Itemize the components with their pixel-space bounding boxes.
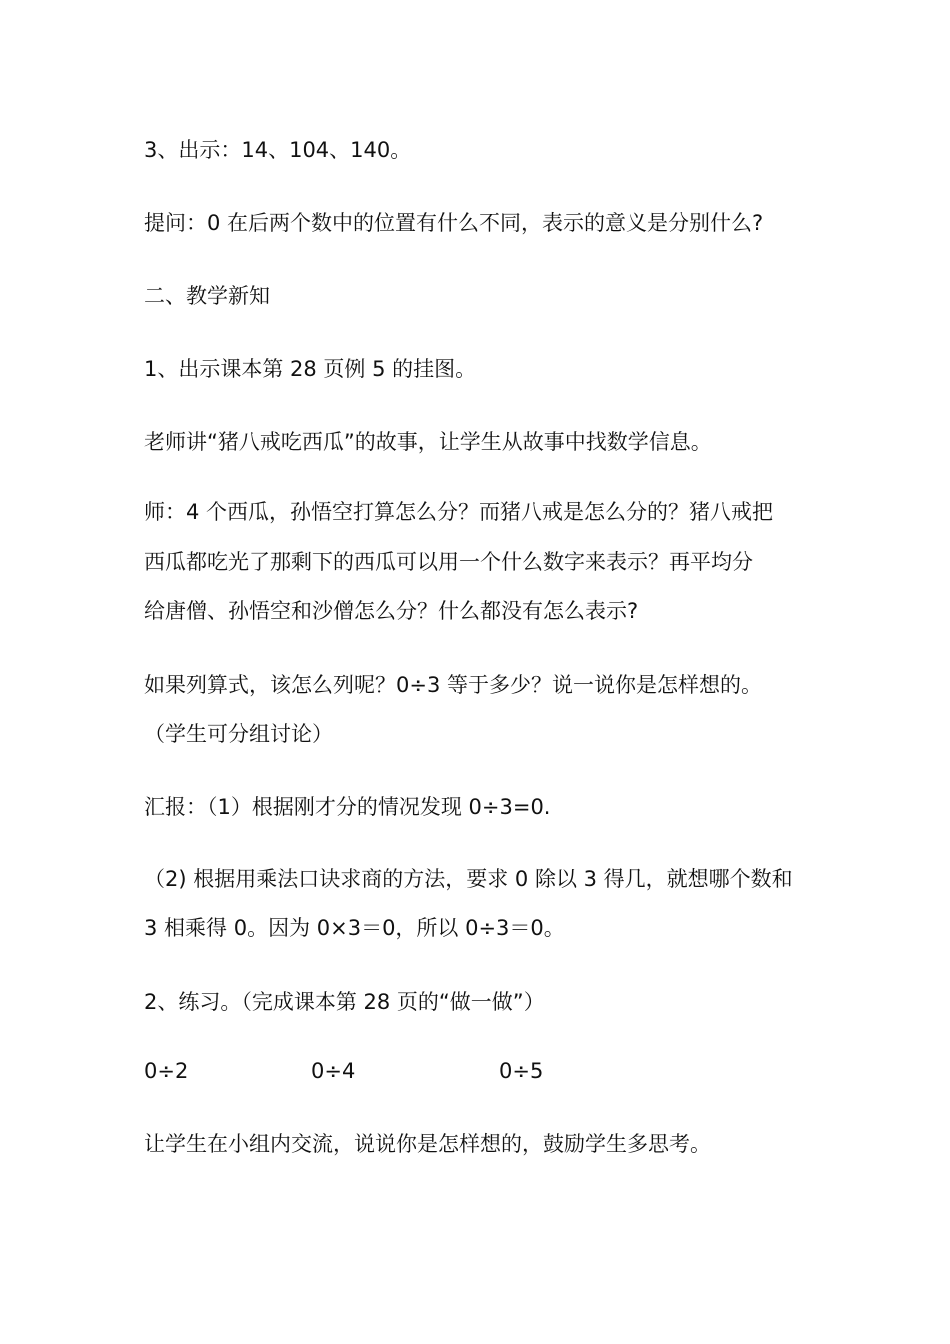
formula-paragraph-line-2: （学生可分组讨论） bbox=[144, 722, 333, 746]
teacher-paragraph-line-1: 师：4 个西瓜，孙悟空打算怎么分？而猪八戒是怎么分的？猪八戒把 bbox=[144, 500, 774, 524]
teacher-paragraph-line-2: 西瓜都吃光了那剩下的西瓜可以用一个什么数字来表示？再平均分 bbox=[144, 550, 753, 574]
question-paragraph: 提问：0 在后两个数中的位置有什么不同，表示的意义是分别什么? bbox=[144, 211, 764, 235]
method-paragraph-line-2: 3 相乘得 0。因为 0×3＝0，所以 0÷3＝0。 bbox=[144, 916, 565, 940]
practice-heading: 2、练习。（完成课本第 28 页的“做一做”） bbox=[144, 990, 545, 1014]
exercise-item: 0÷5 bbox=[499, 1059, 544, 1083]
paragraph-line-4: 1、出示课本第 28 页例 5 的挂图。 bbox=[144, 357, 477, 381]
report-paragraph: 汇报：（1）根据刚才分的情况发现 0÷3=0. bbox=[144, 795, 551, 819]
section-heading: 二、教学新知 bbox=[144, 284, 270, 308]
closing-paragraph: 让学生在小组内交流，说说你是怎样想的，鼓励学生多思考。 bbox=[144, 1132, 711, 1156]
story-paragraph: 老师讲“猪八戒吃西瓜”的故事，让学生从故事中找数学信息。 bbox=[144, 430, 712, 454]
method-paragraph-line-1: （2) 根据用乘法口诀求商的方法，要求 0 除以 3 得几，就想哪个数和 bbox=[144, 867, 793, 891]
teacher-paragraph-line-3: 给唐僧、孙悟空和沙僧怎么分？什么都没有怎么表示? bbox=[144, 599, 639, 623]
exercise-item: 0÷2 bbox=[144, 1059, 189, 1083]
paragraph-line-1: 3、出示：14、104、140。 bbox=[144, 138, 412, 162]
formula-paragraph-line-1: 如果列算式，该怎么列呢？0÷3 等于多少？说一说你是怎样想的。 bbox=[144, 673, 762, 697]
exercise-item: 0÷4 bbox=[311, 1059, 356, 1083]
